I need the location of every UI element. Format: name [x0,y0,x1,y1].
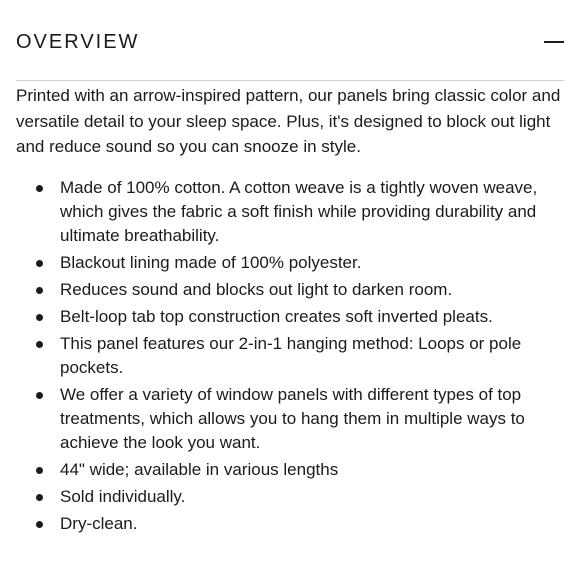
bullet-icon [36,467,43,474]
minus-icon[interactable] [544,32,564,52]
feature-item [16,512,540,536]
feature-text: Sold individually. [60,487,186,506]
feature-item [16,332,540,380]
feature-text: We offer a variety of window panels with different types of top treatments, which allows you to hang them in multiple ways to achieve the look you want. [60,385,525,452]
bullet-icon [36,287,43,294]
feature-item [16,458,540,482]
feature-item [16,485,540,509]
feature-text: This panel features our 2-in-1 hanging method: Loops or pole pockets. [60,334,522,377]
bullet-icon [36,341,43,348]
bullet-icon [36,185,43,192]
feature-text: Belt-loop tab top construction creates soft inverted pleats. [60,307,493,326]
bullet-icon [36,494,43,501]
feature-item [16,176,540,248]
overview-title: OVERVIEW [16,30,140,53]
feature-item [16,305,540,329]
bullet-icon [36,392,43,399]
bullet-icon [36,260,43,267]
feature-text: Made of 100% cotton. A cotton weave is a tightly woven weave, which gives the fabric a soft finish while providing durability and ultimate breathability. [60,178,538,245]
feature-list [16,176,540,539]
feature-text: Blackout lining made of 100% polyester. [60,253,362,272]
feature-text: 44" wide; available in various lengths [60,460,339,479]
bullet-icon [36,314,43,321]
feature-item [16,278,540,302]
feature-item [16,383,540,455]
feature-text: Reduces sound and blocks out light to darken room. [60,280,453,299]
bullet-icon [36,521,43,528]
feature-text: Dry-clean. [60,514,138,533]
header-divider [16,80,564,81]
overview-intro: Printed with an arrow-inspired pattern, our panels bring classic color and versatile detail to your sleep space. Plus, it's designed to block out light and reduce sound so you can snooze in style. [16,86,561,156]
feature-item [16,251,540,275]
overview-header[interactable] [16,22,564,62]
